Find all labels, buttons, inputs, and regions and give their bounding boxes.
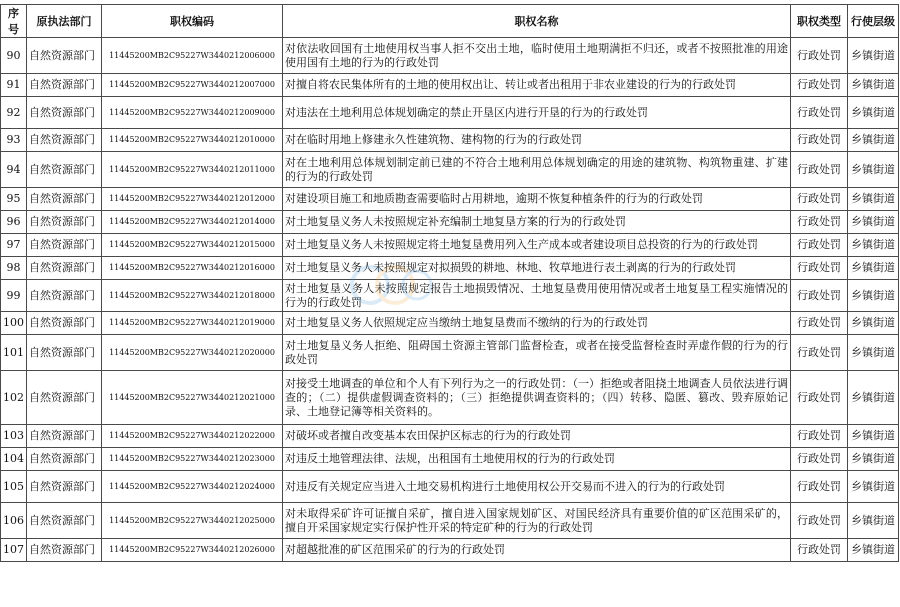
cell-level: 乡镇街道	[848, 257, 899, 280]
cell-code: 11445200MB2C95227W3440212022000	[102, 425, 283, 448]
cell-seq: 100	[1, 312, 27, 335]
table-row	[1, 503, 899, 539]
cell-type: 行政处罚	[791, 129, 848, 152]
cell-seq: 93	[1, 129, 27, 152]
cell-type: 行政处罚	[791, 257, 848, 280]
cell-name: 对破坏或者擅自改变基本农田保护区标志的行为的行政处罚	[283, 425, 791, 448]
cell-level: 乡镇街道	[848, 280, 899, 312]
power-list-table	[0, 4, 899, 562]
cell-dept: 自然资源部门	[27, 280, 102, 312]
cell-dept: 自然资源部门	[27, 74, 102, 97]
cell-level: 乡镇街道	[848, 74, 899, 97]
cell-seq: 101	[1, 335, 27, 371]
cell-level: 乡镇街道	[848, 335, 899, 371]
cell-name: 对超越批准的矿区范围采矿的行为的行政处罚	[283, 539, 791, 562]
cell-level: 乡镇街道	[848, 448, 899, 471]
cell-code: 11445200MB2C95227W3440212006000	[102, 38, 283, 74]
cell-level: 乡镇街道	[848, 38, 899, 74]
cell-code: 11445200MB2C95227W3440212007000	[102, 74, 283, 97]
cell-seq: 96	[1, 211, 27, 234]
cell-code: 11445200MB2C95227W3440212014000	[102, 211, 283, 234]
cell-code: 11445200MB2C95227W3440212010000	[102, 129, 283, 152]
table-row	[1, 74, 899, 97]
table-row	[1, 448, 899, 471]
cell-code: 11445200MB2C95227W3440212011000	[102, 152, 283, 188]
cell-code: 11445200MB2C95227W3440212012000	[102, 188, 283, 211]
table-row	[1, 335, 899, 371]
cell-level: 乡镇街道	[848, 188, 899, 211]
cell-code: 11445200MB2C95227W3440212016000	[102, 257, 283, 280]
cell-level: 乡镇街道	[848, 234, 899, 257]
cell-level: 乡镇街道	[848, 97, 899, 129]
cell-type: 行政处罚	[791, 74, 848, 97]
cell-level: 乡镇街道	[848, 211, 899, 234]
cell-seq: 92	[1, 97, 27, 129]
cell-level: 乡镇街道	[848, 471, 899, 503]
cell-seq: 90	[1, 38, 27, 74]
cell-name: 对未取得采矿许可证擅自采矿，擅自进入国家规划矿区、对国民经济具有重要价值的矿区范围采矿的，擅自开采国家规定实行保护性开采的特定矿种的行为的行政处罚	[283, 503, 791, 539]
header-name: 职权名称	[283, 5, 791, 38]
cell-dept: 自然资源部门	[27, 448, 102, 471]
cell-seq: 105	[1, 471, 27, 503]
cell-dept: 自然资源部门	[27, 503, 102, 539]
header-dept: 原执法部门	[27, 5, 102, 38]
cell-name: 对违反有关规定应当进入土地交易机构进行土地使用权公开交易而不进入的行为的行政处罚	[283, 471, 791, 503]
header-type: 职权类型	[791, 5, 848, 38]
cell-type: 行政处罚	[791, 335, 848, 371]
cell-level: 乡镇街道	[848, 129, 899, 152]
cell-level: 乡镇街道	[848, 539, 899, 562]
table-row	[1, 471, 899, 503]
cell-dept: 自然资源部门	[27, 257, 102, 280]
cell-code: 11445200MB2C95227W3440212021000	[102, 371, 283, 425]
cell-type: 行政处罚	[791, 211, 848, 234]
cell-dept: 自然资源部门	[27, 539, 102, 562]
cell-type: 行政处罚	[791, 425, 848, 448]
cell-seq: 97	[1, 234, 27, 257]
cell-type: 行政处罚	[791, 539, 848, 562]
cell-name: 对依法收回国有土地使用权当事人拒不交出土地，临时使用土地期满拒不归还，或者不按照批准的用途使用国有土地的行为的行政处罚	[283, 38, 791, 74]
cell-dept: 自然资源部门	[27, 234, 102, 257]
cell-seq: 104	[1, 448, 27, 471]
table-row	[1, 152, 899, 188]
cell-name: 对土地复垦义务人未按照规定对拟损毁的耕地、林地、牧草地进行表土剥离的行为的行政处罚	[283, 257, 791, 280]
cell-name: 对违法在土地利用总体规划确定的禁止开垦区内进行开垦的行为的行政处罚	[283, 97, 791, 129]
cell-type: 行政处罚	[791, 371, 848, 425]
cell-dept: 自然资源部门	[27, 335, 102, 371]
table-row	[1, 38, 899, 74]
table-row	[1, 312, 899, 335]
cell-type: 行政处罚	[791, 280, 848, 312]
cell-type: 行政处罚	[791, 152, 848, 188]
cell-name: 对接受土地调查的单位和个人有下列行为之一的行政处罚：（一）拒绝或者阻挠土地调查人员依法进行调查的；（二）提供虚假调查资料的；（三）拒绝提供调查资料的；（四）转移、隐匿、篡改、毁弃原始记录、土地登记簿等相关资料的。	[283, 371, 791, 425]
cell-code: 11445200MB2C95227W3440212023000	[102, 448, 283, 471]
cell-dept: 自然资源部门	[27, 152, 102, 188]
table-row	[1, 188, 899, 211]
cell-dept: 自然资源部门	[27, 371, 102, 425]
cell-seq: 106	[1, 503, 27, 539]
cell-type: 行政处罚	[791, 503, 848, 539]
cell-dept: 自然资源部门	[27, 188, 102, 211]
cell-seq: 94	[1, 152, 27, 188]
cell-dept: 自然资源部门	[27, 425, 102, 448]
cell-seq: 103	[1, 425, 27, 448]
cell-code: 11445200MB2C95227W3440212009000	[102, 97, 283, 129]
cell-code: 11445200MB2C95227W3440212018000	[102, 280, 283, 312]
table-row	[1, 539, 899, 562]
cell-type: 行政处罚	[791, 234, 848, 257]
cell-name: 对在临时用地上修建永久性建筑物、建构物的行为的行政处罚	[283, 129, 791, 152]
table-row	[1, 371, 899, 425]
cell-level: 乡镇街道	[848, 312, 899, 335]
table-row	[1, 280, 899, 312]
table-row	[1, 425, 899, 448]
cell-type: 行政处罚	[791, 312, 848, 335]
cell-name: 对违反土地管理法律、法规，出租国有土地使用权的行为的行政处罚	[283, 448, 791, 471]
cell-name: 对土地复垦义务人拒绝、阻碍国土资源主管部门监督检查，或者在接受监督检查时弄虚作假的行为的行政处罚	[283, 335, 791, 371]
header-level: 行使层级	[848, 5, 899, 38]
cell-level: 乡镇街道	[848, 371, 899, 425]
cell-type: 行政处罚	[791, 38, 848, 74]
cell-dept: 自然资源部门	[27, 211, 102, 234]
cell-name: 对土地复垦义务人未按照规定报告土地损毁情况、土地复垦费用使用情况或者土地复垦工程实施情况的行为的行政处罚	[283, 280, 791, 312]
table-row	[1, 97, 899, 129]
table-header-row	[1, 5, 899, 38]
cell-level: 乡镇街道	[848, 152, 899, 188]
cell-name: 对擅自将农民集体所有的土地的使用权出让、转让或者出租用于非农业建设的行为的行政处罚	[283, 74, 791, 97]
cell-seq: 102	[1, 371, 27, 425]
cell-seq: 98	[1, 257, 27, 280]
cell-level: 乡镇街道	[848, 503, 899, 539]
cell-code: 11445200MB2C95227W3440212020000	[102, 335, 283, 371]
table-row	[1, 129, 899, 152]
cell-code: 11445200MB2C95227W3440212015000	[102, 234, 283, 257]
table-row	[1, 211, 899, 234]
cell-seq: 91	[1, 74, 27, 97]
cell-name: 对在土地利用总体规划制定前已建的不符合土地利用总体规划确定的用途的建筑物、构筑物重建、扩建的行为的行政处罚	[283, 152, 791, 188]
cell-dept: 自然资源部门	[27, 312, 102, 335]
cell-type: 行政处罚	[791, 448, 848, 471]
cell-name: 对建设项目施工和地质勘查需要临时占用耕地，逾期不恢复种植条件的行为的行政处罚	[283, 188, 791, 211]
table-row	[1, 234, 899, 257]
cell-level: 乡镇街道	[848, 425, 899, 448]
cell-type: 行政处罚	[791, 188, 848, 211]
cell-seq: 107	[1, 539, 27, 562]
cell-code: 11445200MB2C95227W3440212025000	[102, 503, 283, 539]
cell-code: 11445200MB2C95227W3440212019000	[102, 312, 283, 335]
cell-dept: 自然资源部门	[27, 38, 102, 74]
cell-seq: 99	[1, 280, 27, 312]
cell-code: 11445200MB2C95227W3440212024000	[102, 471, 283, 503]
cell-dept: 自然资源部门	[27, 97, 102, 129]
cell-seq: 95	[1, 188, 27, 211]
cell-code: 11445200MB2C95227W3440212026000	[102, 539, 283, 562]
cell-name: 对土地复垦义务人未按照规定补充编制土地复垦方案的行为的行政处罚	[283, 211, 791, 234]
table-row	[1, 257, 899, 280]
header-code: 职权编码	[102, 5, 283, 38]
cell-type: 行政处罚	[791, 471, 848, 503]
cell-type: 行政处罚	[791, 97, 848, 129]
cell-name: 对土地复垦义务人依照规定应当缴纳土地复垦费而不缴纳的行为的行政处罚	[283, 312, 791, 335]
cell-name: 对土地复垦义务人未按照规定将土地复垦费用列入生产成本或者建设项目总投资的行为的行政处罚	[283, 234, 791, 257]
cell-dept: 自然资源部门	[27, 129, 102, 152]
header-seq: 序号	[1, 5, 27, 38]
cell-dept: 自然资源部门	[27, 471, 102, 503]
